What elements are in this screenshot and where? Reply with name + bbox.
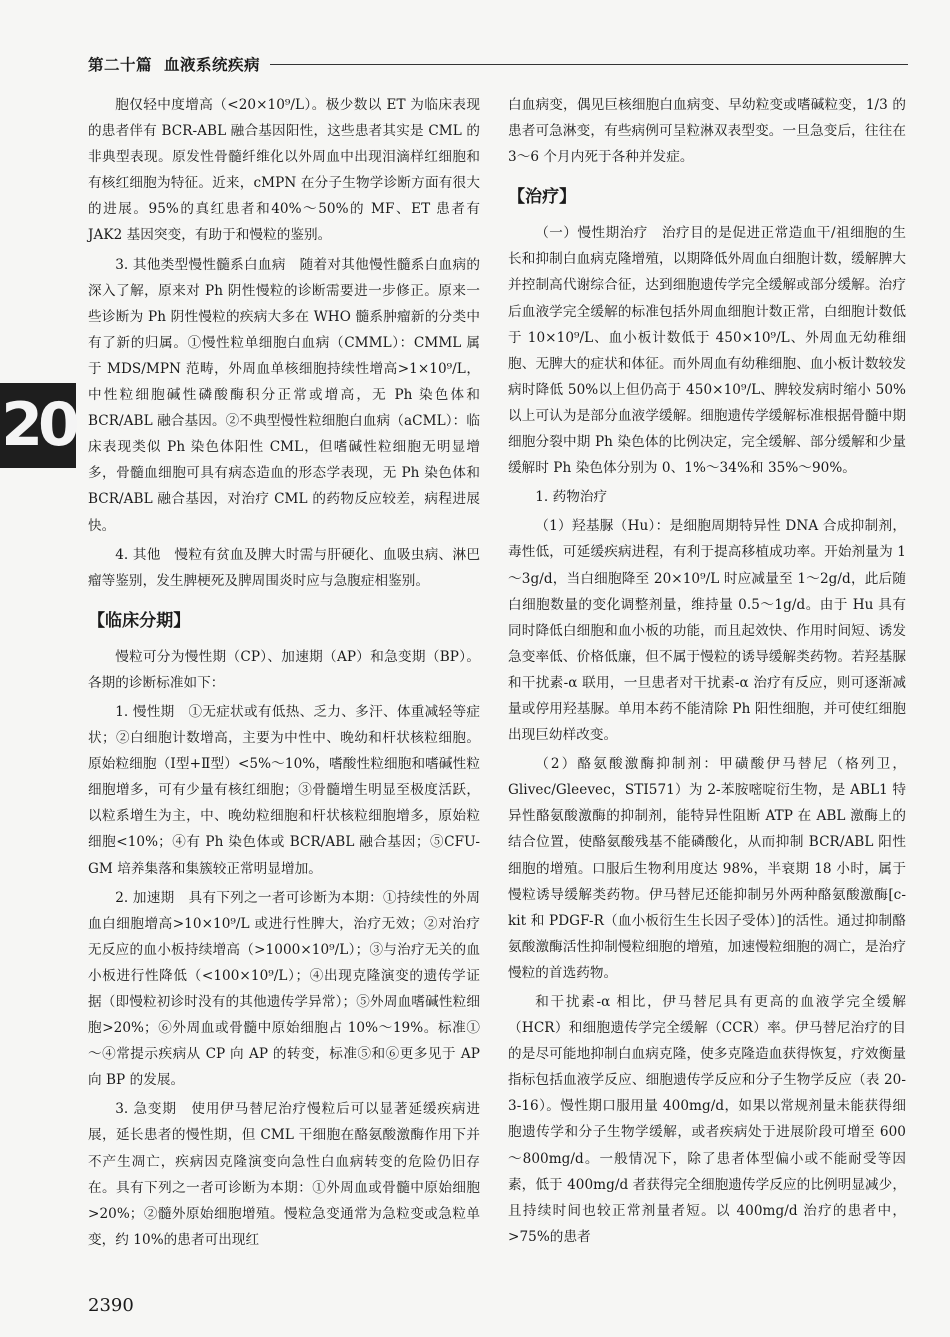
- paragraph: （一）慢性期治疗 治疗目的是促进正常造血干/祖细胞的生长和抑制白血病克隆增殖，以期降低外周血白细胞计数，缓解脾大并控制高代谢综合征，达到细胞遗传学完全缓解或部分缓解。治疗后血液学完全缓解的标准包括外周血细胞计数正常，白细胞计数低于 10×10⁹/L、血小板计数低于 450×10⁹/L、外周血无幼稚细胞、无脾大的症状和体征。而外周血有幼稚细胞、血小板计数较发病时降低 50%以上但仍高于 450×10⁹/L、脾较发病时缩小 50%以上可认为是部分血液学缓解。细胞遗传学缓解标准根据骨髓中期细胞分裂中期 Ph 染色体的比例决定，完全缓解、部分缓解和少量缓解时 Ph 染色体分别为 0、1%～34%和 35%～90%。: [508, 225, 906, 477]
- header-rule: [270, 64, 908, 65]
- paragraph: 和干扰素-α 相比，伊马替尼具有更高的血液学完全缓解（HCR）和细胞遗传学完全缓解（CCR）率。伊马替尼治疗的目的是尽可能地抑制白血病克隆，使多克隆造血获得恢复，疗效衡量指标包括血液学反应、细胞遗传学反应和分子生物学反应（表 20-3-16）。慢性期口服用量 400mg/d，如果以常规剂量未能获得细胞遗传学和分子生物学缓解，或者疾病处于进展阶段可增至 600～800mg/d。一般情况下，除了患者体型偏小或不能耐受等因素，低于 400mg/d 者获得完全细胞遗传学反应的比例明显减少，且持续时间也较正常剂量者短。以 400mg/d 治疗的患者中，>75%的患者: [508, 994, 906, 1245]
- paragraph: 1. 慢性期 ①无症状或有低热、乏力、多汗、体重减轻等症状；②白细胞计数增高，主要为中性中、晚幼和杆状核粒细胞。原始粒细胞（Ⅰ型+Ⅱ型）<5%～10%，嗜酸性粒细胞和嗜碱性粒细胞增多，可有少量有核红细胞；③骨髓增生明显至极度活跃，以粒系增生为主，中、晚幼粒细胞和杆状核粒细胞增多，原始粒细胞<10%；④有 Ph 染色体或 BCR/ABL 融合基因；⑤CFU-GM 培养集落和集簇较正常明显增加。: [88, 703, 480, 877]
- section-heading: 【临床分期】: [88, 610, 191, 631]
- page-number: 2390: [88, 1295, 134, 1316]
- paragraph: 慢粒可分为慢性期（CP）、加速期（AP）和急变期（BP）。各期的诊断标准如下：: [88, 648, 480, 691]
- paragraph: 白血病变，偶见巨核细胞白血病变、早幼粒变或嗜碱粒变，1/3 的患者可急淋变，有些病例可呈粒淋双表型变。一旦急变后，往往在 3～6 个月内死于各种并发症。: [508, 97, 906, 166]
- right-column: [508, 92, 906, 1253]
- paragraph: 2. 加速期 具有下列之一者可诊断为本期：①持续性的外周血白细胞增高>10×10⁹/L 或进行性脾大，治疗无效；②对治疗无反应的血小板持续增高（>1000×10⁹/L）；③与治疗无关的血小板进行性降低（<100×10⁹/L）；④出现克隆演变的遗传学证据（即慢粒初诊时没有的其他遗传学异常）；⑤外周血嗜碱性粒细胞>20%；⑥外周血或骨髓中原始细胞占 10%～19%。标准①～④常提示疾病从 CP 向 AP 的转变，标准⑤和⑥更多见于 AP 向 BP 的发展。: [88, 889, 480, 1089]
- paragraph: （2）酪氨酸激酶抑制剂：甲磺酸伊马替尼（格列卫，Glivec/Gleevec，STI571）为 2-苯胺嘧啶衍生物，是 ABL1 特异性酪氨酸激酶的抑制剂，能特异性阻断 ATP 在 ABL 激酶上的结合位置，使酪氨酸残基不能磷酸化，从而抑制 BCR/ABL 阳性细胞的增殖。口服后生物利用度达 98%，半衰期 18 小时，属于慢粒诱导缓解类药物。伊马替尼还能抑制另外两种酪氨酸激酶[c-kit 和 PDGF-R（血小板衍生生长因子受体）]的活性。通过抑制酪氨酸激酶活性抑制慢粒细胞的增殖，加速慢粒细胞的凋亡，是治疗慢粒的首选药物。: [508, 756, 906, 981]
- paragraph: 3. 急变期 使用伊马替尼治疗慢粒后可以显著延缓疾病进展，延长患者的慢性期，但 CML 干细胞在酪氨酸激酶作用下并不产生凋亡，疾病因克隆演变向急性白血病转变的危险仍旧存在。具有下列之一者可诊断为本期：①外周血或骨髓中原始细胞>20%；②髓外原始细胞增殖。慢粒急变通常为急粒变或急粒单变，约 10%的患者可出现红: [88, 1101, 480, 1248]
- running-header: [88, 52, 908, 76]
- section-heading: 【治疗】: [508, 187, 577, 208]
- paragraph: （1）羟基脲（Hu）：是细胞周期特异性 DNA 合成抑制剂，毒性低，可延缓疾病进程，有利于提高移植成功率。开始剂量为 1～3g/d，当白细胞降至 20×10⁹/L 时应减量至 1～2g/d，此后随白细胞数量的变化调整剂量，维持量 0.5～1g/d。由于 Hu 具有同时降低白细胞和血小板的功能，而且起效快、作用时间短、诱发急变率低、价格低廉，但不属于慢粒的诱导缓解类药物。若羟基脲和干扰素-α 联用，一旦患者对干扰素-α 治疗有反应，则可逐渐减量或停用羟基脲。单用本药不能清除 Ph 阳性细胞，并可使红细胞出现巨幼样改变。: [508, 518, 906, 744]
- part-label: 第二十篇: [88, 56, 153, 74]
- left-column: [88, 92, 480, 1256]
- paragraph: 3. 其他类型慢性髓系白血病 随着对其他慢性髓系白血病的深入了解，原来对 Ph 阴性慢粒的诊断需要进一步修正。原来一些诊断为 Ph 阴性慢粒的疾病大多在 WHO 髓系肿瘤新的分类中有了新的归属。①慢性粒单细胞白血病（CMML）：CMML 属于 MDS/MPN 范畴，外周血单核细胞持续性增高>1×10⁹/L，中性粒细胞碱性磷酸酶积分正常或增高，无 Ph 染色体和 BCR/ABL 融合基因。②不典型慢性粒细胞白血病（aCML）：临床表现类似 Ph 染色体阳性 CML，但嗜碱性粒细胞无明显增多，骨髓血细胞可具有病态造血的形态学表现，无 Ph 染色体和 BCR/ABL 融合基因，对治疗 CML 的药物反应较差，病程进展快。: [88, 256, 480, 534]
- chapter-tab: 20: [0, 383, 76, 468]
- paragraph: 4. 其他 慢粒有贫血及脾大时需与肝硬化、血吸虫病、淋巴瘤等鉴别，发生脾梗死及脾周围炎时应与急腹症相鉴别。: [88, 546, 480, 589]
- paragraph: 1. 药物治疗: [535, 489, 608, 506]
- chapter-title: 血液系统疾病: [164, 56, 261, 74]
- paragraph: 胞仅轻中度增高（<20×10⁹/L）。极少数以 ET 为临床表现的患者伴有 BCR-ABL 融合基因阳性，这些患者其实是 CML 的非典型表现。原发性骨髓纤维化以外周血中出现泪滴样红细胞和有核红细胞为特征。近来，cMPN 在分子生物学诊断方面有很大的进展。95%的真红患者和40%～50%的 MF、ET 患者有 JAK2 基因突变，有助于和慢粒的鉴别。: [88, 97, 480, 244]
